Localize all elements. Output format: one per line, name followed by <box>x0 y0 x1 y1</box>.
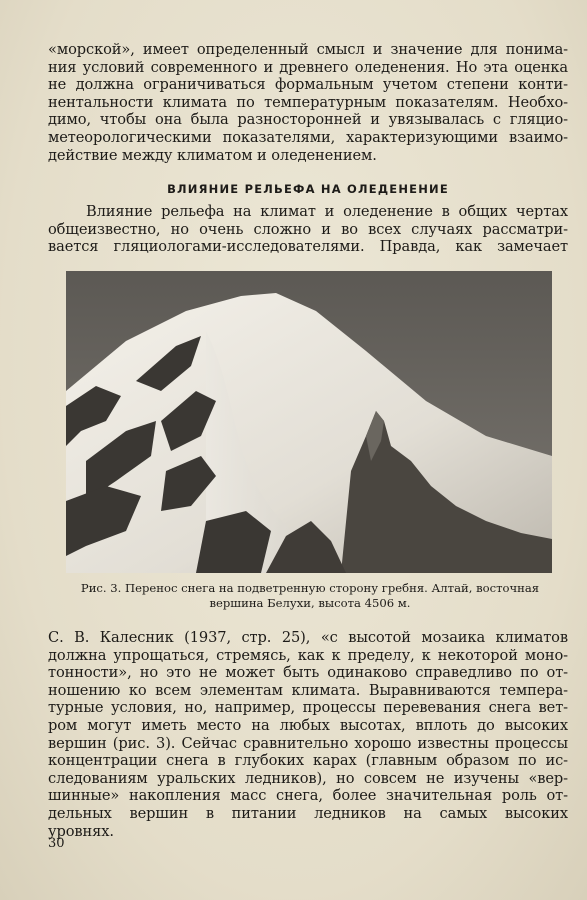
text-line: «морской», имеет определенный смысл и значение для понима- <box>48 41 568 58</box>
text-line: ношению ко всем элементам климата. Выравниваются темпера- <box>48 681 568 699</box>
text-line: уровнях. <box>48 822 114 840</box>
text-line: С. В. Калесник (1937, стр. 25), «с высотой мозаика климатов <box>48 629 568 646</box>
section-heading: ВЛИЯНИЕ РЕЛЬЕФА НА ОЛЕДЕНЕНИЕ <box>167 182 449 196</box>
text-line: димо, чтобы она была разносторонней и увязывалась с гляцио- <box>48 111 568 129</box>
text-line: ния условий современного и древнего оледенения. Но эта оценка <box>48 58 568 76</box>
mountain-photo <box>66 271 552 573</box>
mountain-photo-illustration <box>66 271 552 573</box>
page-number: 30 <box>48 836 65 851</box>
text-line: метеорологическими показателями, характеризующими взаимо- <box>48 128 568 146</box>
text-line: тонности», но это не может быть одинаково справедливо по от- <box>48 664 568 682</box>
text-line: Влияние рельефа на климат и оледенение в общих чертах <box>86 203 568 220</box>
text-line: действие между климатом и оледенением. <box>48 146 377 164</box>
text-line: ром могут иметь место на любых высотах, вплоть до высоких <box>48 716 568 734</box>
text-line: шинные» накопления масс снега, более значительная роль от- <box>48 787 568 805</box>
text-line: дельных вершин в питании ледников на самых высоких <box>48 804 568 822</box>
text-line: не должна ограничиваться формальным учетом степени конти- <box>48 76 568 94</box>
text-line: турные условия, но, например, процессы перевевания снега вет- <box>48 699 568 717</box>
paragraph-relief-intro <box>48 203 568 256</box>
text-line: общеизвестно, но очень сложно и во всех случаях рассматри- <box>48 220 568 238</box>
caption-line: Рис. 3. Перенос снега на подветренную сторону гребня. Алтай, восточная <box>80 581 540 595</box>
text-line: следованиям уральских ледников), но совсем не изучены «вер- <box>48 769 568 787</box>
caption-line: вершина Белухи, высота 4506 м. <box>209 595 411 610</box>
text-line: вершин (рис. 3). Сейчас сравнительно хорошо известны процессы <box>48 734 568 752</box>
text-line: должна упрощаться, стремясь, как к пределу, к некоторой моно- <box>48 646 568 664</box>
text-line: вается гляциологами-исследователями. Правда, как замечает <box>48 238 568 256</box>
paragraph-continental-climate <box>48 41 568 164</box>
figure-caption <box>60 581 560 610</box>
text-line: концентрации снега в глубоких карах (главным образом по ис- <box>48 752 568 770</box>
paragraph-kalesnik-quote <box>48 629 568 840</box>
text-line: нентальности климата по температурным показателям. Необхо- <box>48 93 568 111</box>
